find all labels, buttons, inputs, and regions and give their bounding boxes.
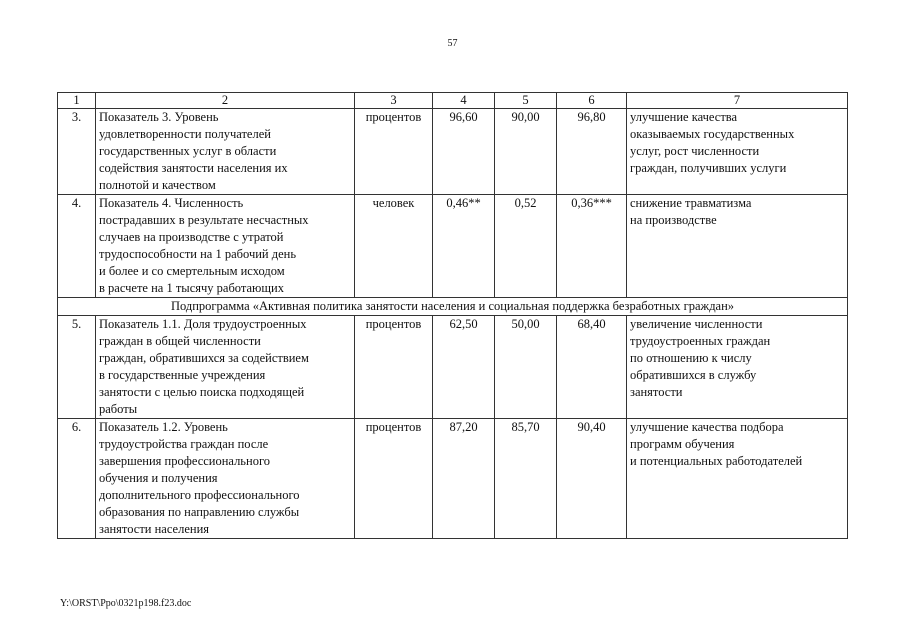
- column-header: 3: [355, 93, 433, 109]
- result-description: улучшение качества подбора программ обучения и потенциальных работодателей: [627, 419, 848, 539]
- unit-cell: процентов: [355, 109, 433, 195]
- result-description: увеличение численности трудоустроенных граждан по отношению к числу обратившихся в службу занятости: [627, 316, 848, 419]
- column-header: 1: [58, 93, 96, 109]
- value-cell: 87,20: [433, 419, 495, 539]
- column-header: 5: [495, 93, 557, 109]
- value-cell: 68,40: [557, 316, 627, 419]
- column-header: 6: [557, 93, 627, 109]
- value-cell: 0,52: [495, 195, 557, 298]
- value-cell: 62,50: [433, 316, 495, 419]
- subprogram-title: Подпрограмма «Активная политика занятости населения и социальная поддержка безработных граждан»: [58, 298, 848, 316]
- row-number: 4.: [58, 195, 96, 298]
- column-header: 2: [96, 93, 355, 109]
- subprogram-row: [58, 298, 848, 316]
- table-row: [58, 419, 848, 539]
- column-header: 4: [433, 93, 495, 109]
- value-cell: 96,60: [433, 109, 495, 195]
- unit-cell: процентов: [355, 419, 433, 539]
- indicators-table: [57, 92, 848, 539]
- value-cell: 90,00: [495, 109, 557, 195]
- row-number: 3.: [58, 109, 96, 195]
- footer-file-path: Y:\ORST\Ppo\0321p198.f23.doc: [60, 598, 192, 609]
- row-number: 6.: [58, 419, 96, 539]
- value-cell: 0,36***: [557, 195, 627, 298]
- row-number: 5.: [58, 316, 96, 419]
- unit-cell: процентов: [355, 316, 433, 419]
- value-cell: 0,46**: [433, 195, 495, 298]
- column-header: 7: [627, 93, 848, 109]
- result-description: улучшение качества оказываемых государственных услуг, рост численности граждан, получивших услуги: [627, 109, 848, 195]
- indicator-name: Показатель 4. Численность пострадавших в результате несчастных случаев на производстве с утратой трудоспособности на 1 рабочий день и более и со смертельным исходом в расчете на 1 тысячу работающих: [96, 195, 355, 298]
- value-cell: 90,40: [557, 419, 627, 539]
- page-number: 57: [447, 38, 458, 49]
- value-cell: 85,70: [495, 419, 557, 539]
- table-row: [58, 109, 848, 195]
- result-description: снижение травматизма на производстве: [627, 195, 848, 298]
- value-cell: 50,00: [495, 316, 557, 419]
- indicator-name: Показатель 3. Уровень удовлетворенности получателей государственных услуг в области содействия занятости населения их полнотой и качеством: [96, 109, 355, 195]
- table-row: [58, 316, 848, 419]
- indicator-name: Показатель 1.2. Уровень трудоустройства граждан после завершения профессионального обучения и получения дополнительного профессионального образования по направлению службы занятости населения: [96, 419, 355, 539]
- unit-cell: человек: [355, 195, 433, 298]
- table-row: [58, 195, 848, 298]
- table-header-row: [58, 93, 848, 109]
- value-cell: 96,80: [557, 109, 627, 195]
- indicator-name: Показатель 1.1. Доля трудоустроенных граждан в общей численности граждан, обратившихся за содействием в государственные учреждения занятости с целью поиска подходящей работы: [96, 316, 355, 419]
